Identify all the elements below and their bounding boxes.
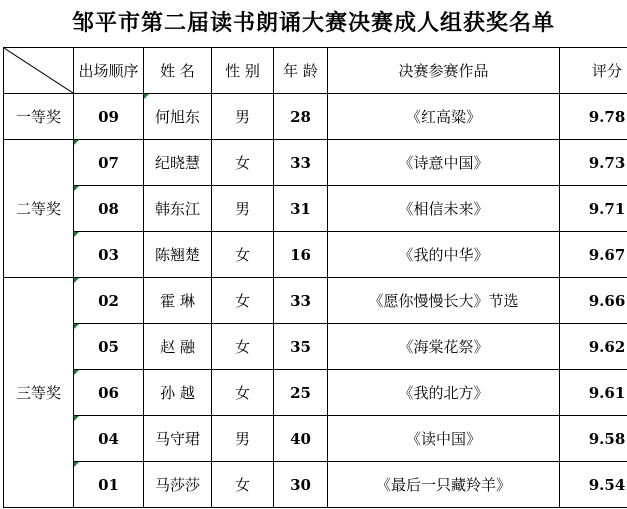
header-gender: 性 别 [212,48,274,94]
work-cell: 《相信未来》 [328,186,560,232]
gender-cell: 男 [212,94,274,140]
work-cell: 《海棠花祭》 [328,324,560,370]
name-cell: 霍 琳 [144,278,212,324]
work-cell: 《诗意中国》 [328,140,560,186]
name-cell: 孙 越 [144,370,212,416]
name-cell: 韩东江 [144,186,212,232]
score-cell: 9.61 [560,370,627,416]
gender-cell: 女 [212,232,274,278]
name-cell: 马莎莎 [144,462,212,508]
gender-cell: 女 [212,278,274,324]
gender-cell: 男 [212,186,274,232]
order-cell: 01 [74,462,144,508]
age-cell: 30 [274,462,328,508]
age-cell: 35 [274,324,328,370]
gender-cell: 女 [212,370,274,416]
table-row [4,370,627,416]
work-cell: 《最后一只藏羚羊》 [328,462,560,508]
page-title: 邹平市第二届读书朗诵大赛决赛成人组获奖名单 [71,10,555,36]
table-row [4,94,627,140]
table-row [4,462,627,508]
score-cell: 9.58 [560,416,627,462]
header-order: 出场顺序 [74,48,144,94]
score-cell: 9.73 [560,140,627,186]
score-cell: 9.66 [560,278,627,324]
table-row [4,186,627,232]
age-cell: 33 [274,140,328,186]
gender-cell: 男 [212,416,274,462]
work-cell: 《愿你慢慢长大》节选 [328,278,560,324]
order-cell: 08 [74,186,144,232]
table-row [4,140,627,186]
table-row [4,278,627,324]
order-cell: 05 [74,324,144,370]
name-cell: 陈翘楚 [144,232,212,278]
order-cell: 07 [74,140,144,186]
score-cell: 9.62 [560,324,627,370]
work-cell: 《红高粱》 [328,94,560,140]
work-cell: 《我的北方》 [328,370,560,416]
gender-cell: 女 [212,140,274,186]
name-cell: 马守珺 [144,416,212,462]
age-cell: 28 [274,94,328,140]
header-name: 姓 名 [144,48,212,94]
work-cell: 《读中国》 [328,416,560,462]
order-cell: 09 [74,94,144,140]
prize-third: 三等奖 [4,278,74,508]
work-cell: 《我的中华》 [328,232,560,278]
order-cell: 06 [74,370,144,416]
corner-cell [4,48,74,94]
prize-first: 一等奖 [4,94,74,140]
name-cell: 纪晓慧 [144,140,212,186]
prize-second: 二等奖 [4,140,74,278]
header-row [4,48,627,94]
age-cell: 25 [274,370,328,416]
header-work: 决赛参赛作品 [328,48,560,94]
score-cell: 9.67 [560,232,627,278]
table-row [4,416,627,462]
age-cell: 33 [274,278,328,324]
score-cell: 9.54 [560,462,627,508]
score-cell: 9.78 [560,94,627,140]
age-cell: 16 [274,232,328,278]
order-cell: 04 [74,416,144,462]
name-cell: 何旭东 [144,94,212,140]
order-cell: 02 [74,278,144,324]
gender-cell: 女 [212,462,274,508]
name-cell: 赵 融 [144,324,212,370]
score-cell: 9.71 [560,186,627,232]
order-cell: 03 [74,232,144,278]
header-age: 年 龄 [274,48,328,94]
gender-cell: 女 [212,324,274,370]
award-table [3,47,627,508]
table-row [4,232,627,278]
table-row [4,324,627,370]
age-cell: 31 [274,186,328,232]
header-score: 评分 [560,48,627,94]
age-cell: 40 [274,416,328,462]
